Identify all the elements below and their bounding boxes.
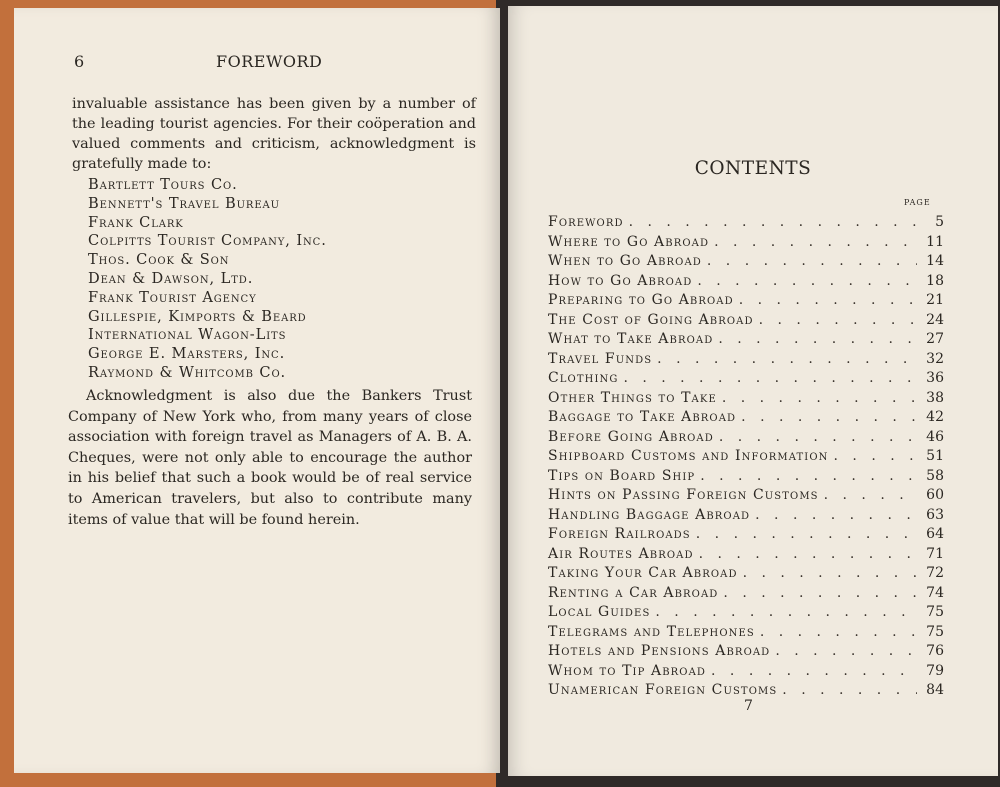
agency-list [88, 176, 327, 383]
toc-entry [548, 468, 944, 488]
toc-entry-title: Local Guides [548, 604, 651, 620]
toc-entry-page: 32 [926, 350, 944, 367]
left-page [14, 8, 500, 773]
toc-entry-page: 18 [926, 272, 944, 289]
toc-leader-dots [719, 429, 917, 445]
toc-entry-title: Hints on Passing Foreign Customs [548, 487, 819, 503]
toc-entry [548, 526, 944, 546]
toc-entry-title: Clothing [548, 370, 619, 386]
toc-leader-dots [629, 214, 917, 230]
toc-entry-title: What to Take Abroad [548, 331, 714, 347]
toc-leader-dots [655, 604, 917, 620]
toc-entry [548, 604, 944, 624]
toc-entry-title: Whom to Tip Abroad [548, 662, 707, 679]
toc-leader-dots [760, 624, 917, 640]
intro-paragraph: invaluable assistance has been given by a number of the leading tourist agencies. For their coöperation and valued comments and criticism, acknowledgment is gratefully made to: [72, 96, 476, 172]
toc-entry-page: 51 [926, 448, 944, 464]
toc-entry-title: Telegrams and Telephones [548, 623, 755, 640]
toc-entry [548, 214, 944, 234]
toc-entry [548, 312, 944, 332]
toc-entry [548, 507, 944, 527]
toc-leader-dots [699, 546, 917, 562]
agency-item: George E. Marsters, Inc. [88, 345, 286, 363]
toc-entry-page: 5 [935, 214, 944, 230]
toc-entry-page: 38 [926, 389, 944, 406]
agency-item: Frank Clark [88, 213, 184, 231]
toc-entry-title: The Cost of Going Abroad [548, 311, 754, 328]
running-header [74, 52, 474, 76]
toc-entry-title: Shipboard Customs and Information [548, 448, 829, 464]
toc-entry-title: When to Go Abroad [548, 253, 702, 269]
toc-entry [548, 331, 944, 351]
toc-leader-dots [743, 565, 917, 581]
page-number: 7 [744, 698, 753, 714]
toc-leader-dots [775, 643, 917, 659]
agency-item: Frank Tourist Agency [88, 288, 257, 306]
toc-entry [548, 487, 944, 507]
toc-entry-title: How to Go Abroad [548, 272, 693, 289]
toc-entry-title: Foreign Railroads [548, 526, 691, 542]
agency-item: Bartlett Tours Co. [88, 176, 238, 193]
toc-leader-dots [741, 409, 917, 425]
toc-leader-dots [707, 253, 917, 269]
toc-entry-title: Baggage to Take Abroad [548, 409, 737, 425]
toc-entry [548, 351, 944, 371]
toc-entry-page: 58 [926, 467, 944, 484]
toc-leader-dots [834, 448, 917, 464]
toc-entry-page: 64 [926, 526, 944, 542]
toc-entry-title: Foreword [548, 214, 624, 230]
agency-item: Gillespie, Kimports & Beard [88, 307, 307, 325]
agency-item: Bennett's Travel Bureau [88, 194, 280, 212]
toc-entry-title: Unamerican Foreign Customs [548, 682, 778, 698]
toc-entry-page: 72 [926, 565, 944, 581]
toc-entry-title: Taking Your Car Abroad [548, 565, 738, 581]
toc-leader-dots [759, 312, 917, 328]
toc-entry-page: 75 [926, 604, 944, 620]
page-number: 6 [74, 52, 85, 71]
toc-entry-page: 60 [926, 487, 944, 503]
toc-leader-dots [696, 526, 917, 542]
toc-entry-page: 11 [926, 233, 944, 250]
toc-entry [548, 253, 944, 273]
toc-entry [548, 448, 944, 468]
page-column-label: page [904, 194, 931, 208]
toc-leader-dots [714, 234, 917, 250]
toc-entry [548, 234, 944, 254]
toc-entry-page: 24 [926, 311, 944, 328]
toc-leader-dots [782, 682, 917, 698]
toc-entry [548, 370, 944, 390]
toc-entry [548, 546, 944, 566]
toc-entry-page: 42 [926, 409, 944, 425]
toc-leader-dots [824, 487, 917, 503]
right-page [508, 6, 998, 776]
toc-leader-dots [723, 585, 917, 601]
agency-item: Raymond & Whitcomb Co. [88, 363, 287, 381]
agency-item: Thos. Cook & Son [88, 251, 230, 269]
toc-leader-dots [711, 663, 917, 679]
toc-entry-title: Air Routes Abroad [548, 545, 694, 562]
acknowledgment-paragraph: Acknowledgment is also due the Bankers Trust Company of New York who, from many years of close association with foreign travel as Managers of A. B. A. Cheques, were not only able to encourage the author in his belief that such a book would be of real service to American travelers, but also to contribute many items of value that will be found herein. [68, 388, 472, 528]
toc-entry-page: 79 [926, 662, 944, 679]
toc-entry [548, 663, 944, 683]
toc-entry-page: 46 [926, 428, 944, 445]
toc-entry-title: Handling Baggage Abroad [548, 506, 751, 523]
toc-entry [548, 273, 944, 293]
toc-entry [548, 292, 944, 312]
toc-entry-title: Tips on Board Ship [548, 467, 696, 484]
toc-leader-dots [657, 351, 917, 367]
toc-entry-title: Other Things to Take [548, 389, 717, 406]
toc-leader-dots [623, 370, 917, 386]
running-head-title: FOREWORD [216, 52, 323, 71]
toc-entry-title: Before Going Abroad [548, 428, 714, 445]
toc-entry-page: 27 [926, 331, 944, 347]
toc-leader-dots [697, 273, 917, 289]
agency-item: International Wagon-Lits [88, 326, 287, 344]
toc-entry-page: 76 [926, 643, 944, 659]
toc-entry [548, 565, 944, 585]
toc-entry-page: 74 [926, 584, 944, 601]
toc-entry [548, 643, 944, 663]
contents-title: CONTENTS [694, 158, 812, 179]
toc-leader-dots [718, 331, 917, 347]
toc-entry-page: 75 [926, 623, 944, 640]
toc-leader-dots [722, 390, 917, 406]
toc-entry [548, 429, 944, 449]
toc-entry [548, 390, 944, 410]
toc-leader-dots [755, 507, 917, 523]
toc-entry-title: Travel Funds [548, 350, 653, 367]
toc-entry-page: 21 [926, 292, 944, 308]
agency-item: Colpitts Tourist Company, Inc. [88, 232, 327, 250]
toc-entry-page: 63 [926, 506, 944, 523]
toc-entry-page: 84 [926, 682, 944, 698]
toc-entry-title: Hotels and Pensions Abroad [548, 643, 771, 659]
table-of-contents [548, 214, 944, 702]
toc-entry [548, 624, 944, 644]
toc-entry-title: Where to Go Abroad [548, 233, 710, 250]
agency-item: Dean & Dawson, Ltd. [88, 269, 254, 287]
toc-entry [548, 409, 944, 429]
toc-entry [548, 585, 944, 605]
toc-entry-title: Renting a Car Abroad [548, 584, 719, 601]
toc-leader-dots [700, 468, 917, 484]
toc-entry-page: 71 [926, 545, 944, 562]
toc-entry-title: Preparing to Go Abroad [548, 292, 734, 308]
toc-entry-page: 14 [926, 253, 944, 269]
toc-leader-dots [739, 292, 917, 308]
toc-entry-page: 36 [926, 370, 944, 386]
